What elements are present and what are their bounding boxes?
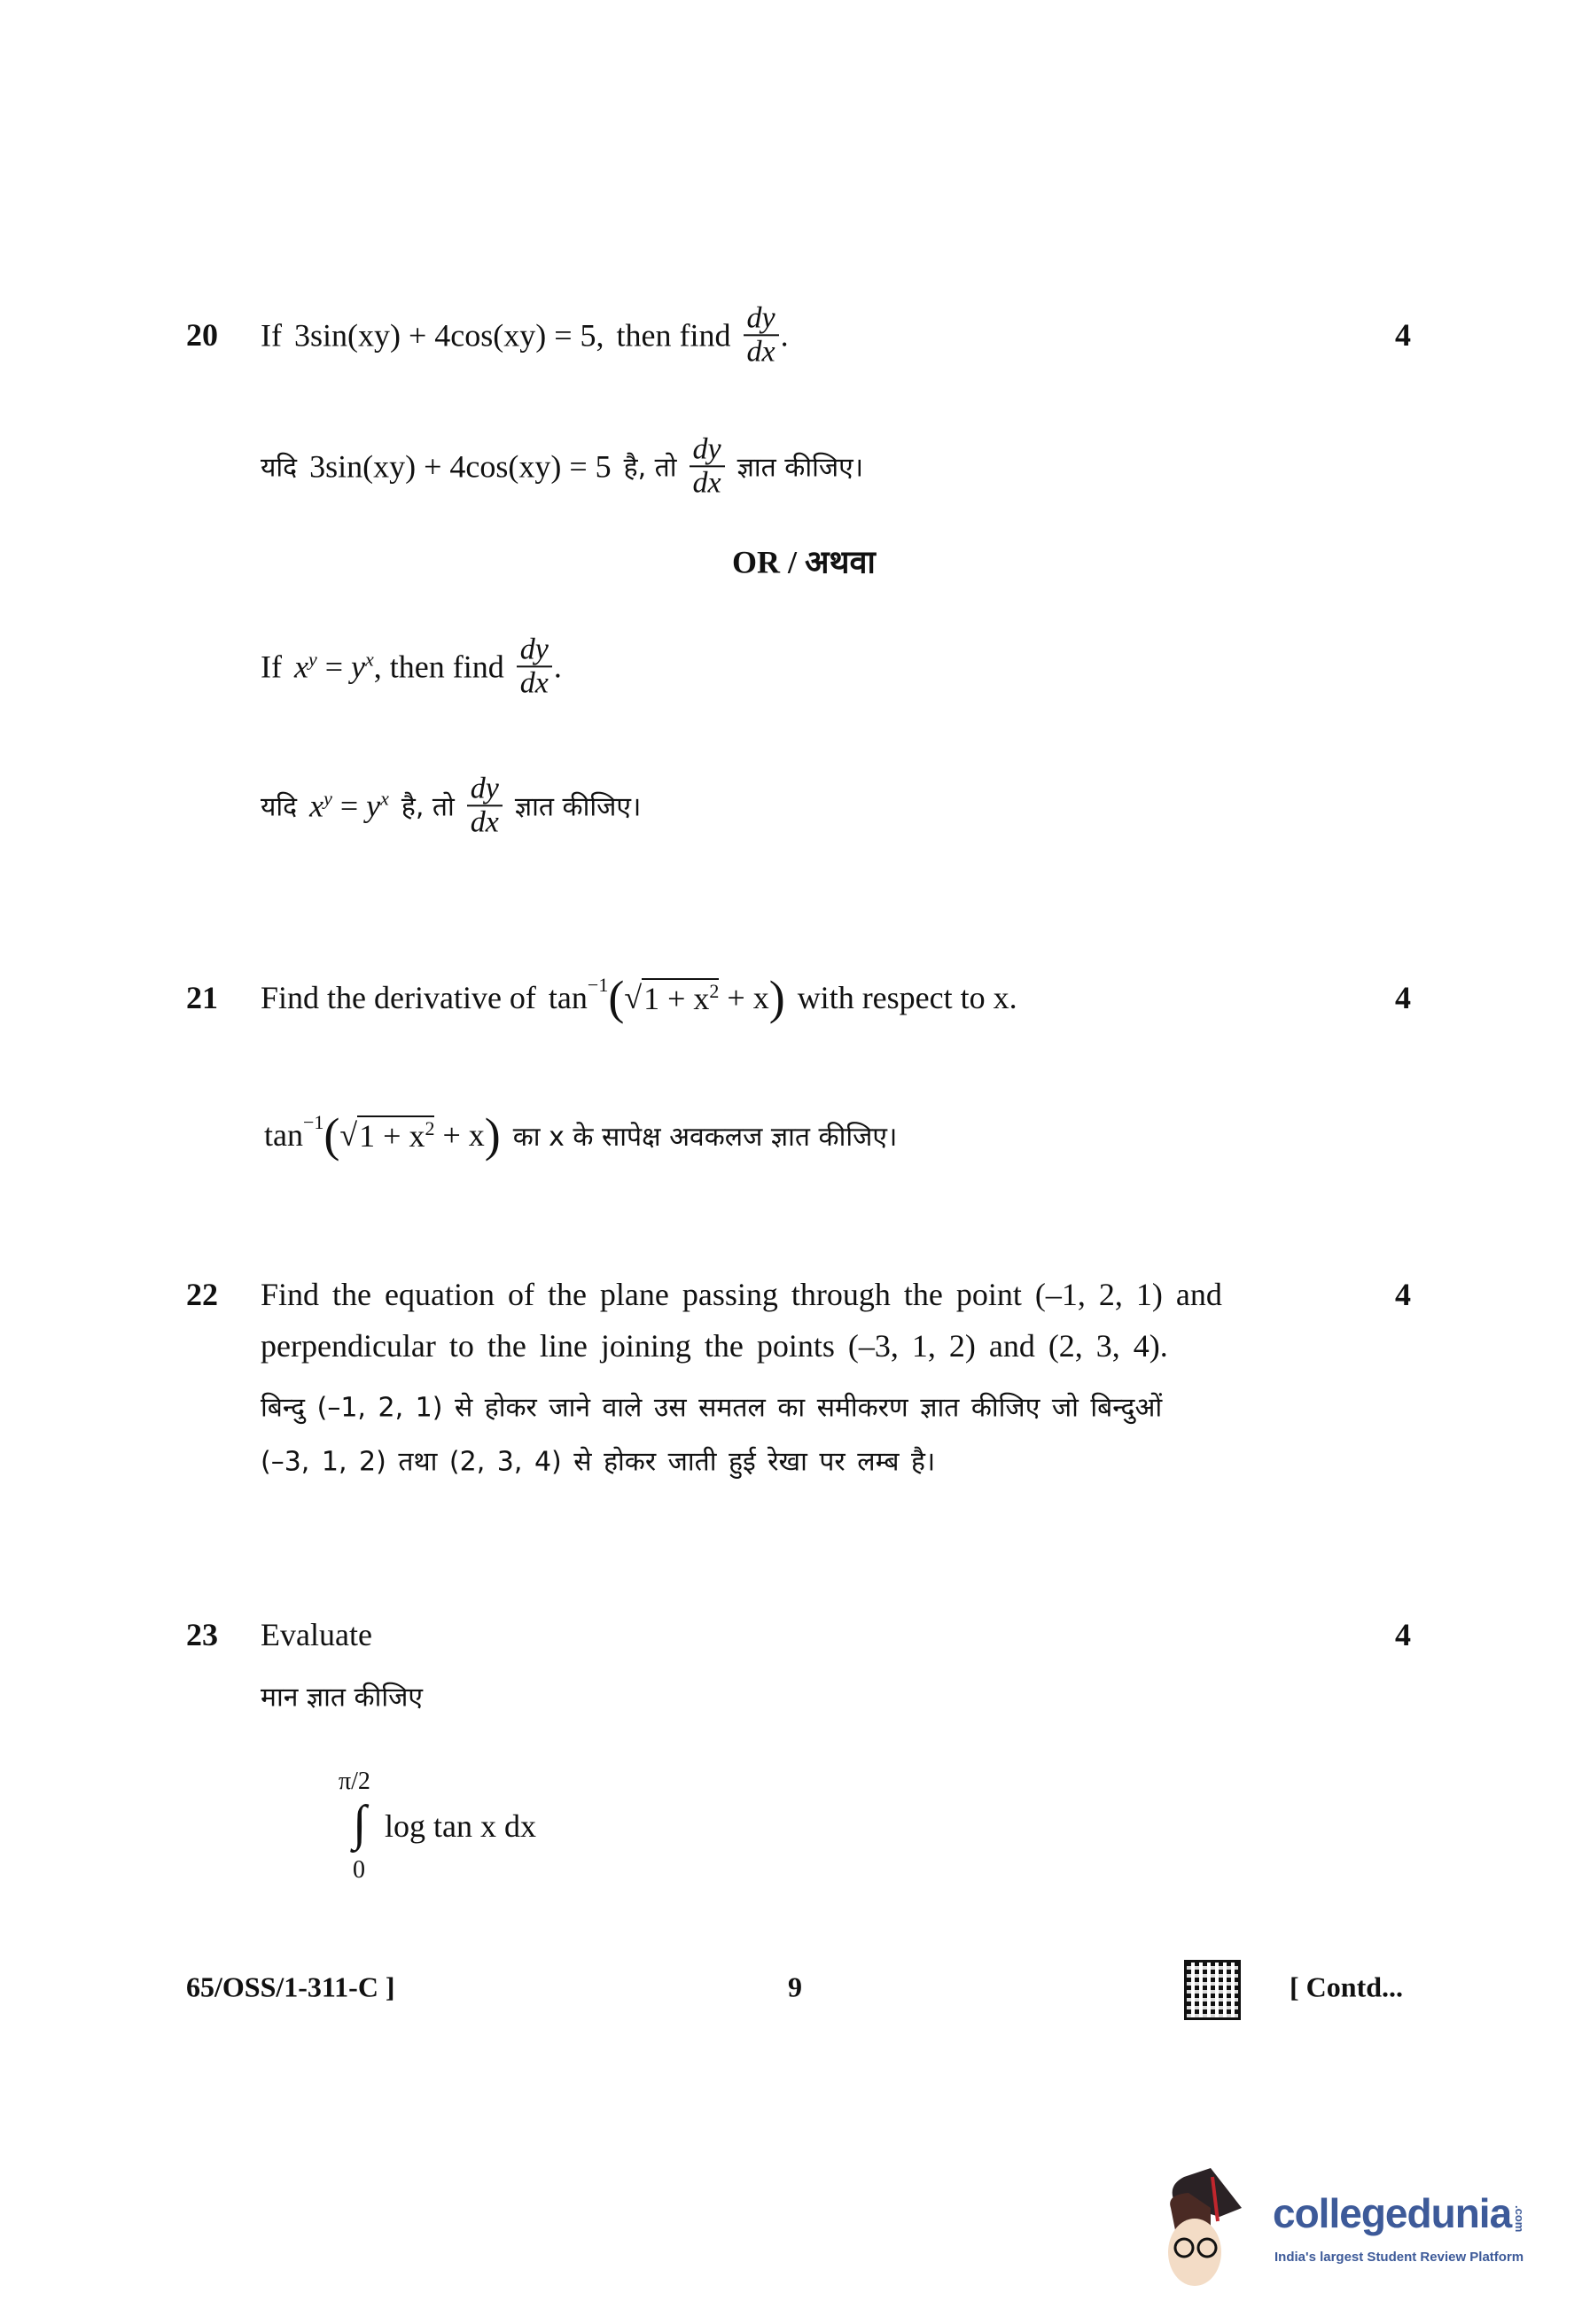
- logo-wordmark: [1273, 2190, 1527, 2236]
- q21-english: [261, 971, 1017, 1024]
- paren: (: [323, 1108, 340, 1162]
- text: यदि: [261, 452, 298, 484]
- exp: x: [380, 787, 389, 809]
- q21-hindi: [264, 1108, 898, 1162]
- question-number: 23: [186, 1617, 218, 1652]
- tail: + x: [442, 1117, 485, 1153]
- equation: 3sin(xy) + 4cos(xy) = 5,: [293, 317, 604, 353]
- exp: x: [365, 648, 374, 670]
- paren: ): [484, 1108, 501, 1162]
- question-marks: 4: [1395, 317, 1411, 353]
- text: with respect to x.: [797, 980, 1017, 1015]
- logo-name: collegedunia: [1273, 2190, 1512, 2236]
- q20-alt-english: [261, 633, 562, 698]
- var: y: [366, 788, 381, 823]
- exp: −1: [302, 1111, 324, 1133]
- text: If: [261, 317, 282, 353]
- equation: [309, 787, 389, 824]
- denominator: dx: [519, 666, 549, 699]
- eq: =: [324, 649, 344, 684]
- text: है, तो: [623, 452, 677, 484]
- text: यदि: [261, 791, 298, 823]
- paren: (: [608, 971, 625, 1024]
- text: If: [261, 649, 282, 684]
- question-marks: 4: [1395, 1277, 1411, 1312]
- var: y: [351, 649, 366, 684]
- denominator: dx: [470, 805, 499, 838]
- eq: =: [339, 788, 359, 823]
- paren: ): [768, 971, 785, 1024]
- q20-english: [261, 302, 789, 367]
- question-number: 22: [186, 1277, 218, 1312]
- text: .: [780, 317, 789, 353]
- denominator: dx: [692, 466, 721, 499]
- radicand: $1 + x^2$: [359, 1117, 435, 1154]
- collegedunia-logo: [1157, 2168, 1574, 2292]
- fraction: [467, 773, 503, 837]
- integral-lower-limit: 0: [353, 1856, 365, 1884]
- equation: [294, 648, 374, 685]
- expression: tan $^{-1}$ ( √ $1 + x^2$ + x ): [264, 1108, 501, 1162]
- text: then find: [616, 317, 731, 353]
- q23-hindi: मान ज्ञात कीजिए: [261, 1682, 423, 1714]
- integral-sign-icon: ∫: [353, 1796, 367, 1851]
- tail: + x: [727, 980, 769, 1015]
- integrand: log tan x dx: [385, 1808, 536, 1844]
- numerator: dy: [744, 302, 779, 336]
- numerator: dy: [517, 633, 552, 667]
- logo-tagline: India's largest Student Review Platform: [1274, 2250, 1524, 2265]
- question-marks: 4: [1395, 980, 1411, 1015]
- page-number: 9: [788, 1970, 802, 2003]
- qr-code-icon: [1187, 1963, 1238, 2017]
- text: ज्ञात कीजिए।: [736, 452, 864, 484]
- text: OR / अथवा: [732, 544, 876, 580]
- paper-code: 65/OSS/1-311-C ]: [186, 1970, 395, 2003]
- exp: −1: [587, 974, 609, 996]
- q22-hindi-line: (–3, 1, 2) तथा (2, 3, 4) से होकर जाती हुई रेखा पर लम्ब है।: [261, 1446, 936, 1478]
- exp: y: [323, 787, 332, 809]
- q22-hindi-line: बिन्दु (–1, 2, 1) से होकर जाने वाले उस समतल का समीकरण ज्ञात कीजिए जो बिन्दुओं: [261, 1392, 1163, 1424]
- question-number: 21: [186, 980, 218, 1015]
- or-label: [732, 540, 876, 583]
- fraction: [744, 302, 779, 367]
- denominator: dx: [746, 335, 775, 368]
- text: .: [553, 649, 562, 684]
- text: ज्ञात कीजिए।: [514, 791, 642, 823]
- fn: tan: [548, 980, 588, 1015]
- radicand: $1 + x^2$: [643, 980, 720, 1016]
- q20-hindi: [261, 433, 863, 498]
- expression: tan $^{-1}$ ( √ $1 + x^2$ + x ): [548, 971, 785, 1024]
- numerator: dy: [690, 433, 725, 467]
- fraction: [517, 633, 552, 698]
- text: का x के सापेक्ष अवकलज ज्ञात कीजिए।: [512, 1121, 898, 1153]
- question-number: 20: [186, 317, 218, 353]
- q22-english-line: Find the equation of the plane passing through the point (–1, 2, 1) and: [261, 1277, 1222, 1312]
- exp: y: [308, 648, 317, 670]
- fraction: [690, 433, 725, 498]
- continued-label: [ Contd...: [1290, 1970, 1404, 2003]
- logo-suffix: .com: [1513, 2204, 1527, 2232]
- text: Find the derivative of: [261, 980, 536, 1015]
- equation: 3sin(xy) + 4cos(xy) = 5: [309, 448, 612, 484]
- numerator: dy: [467, 773, 503, 806]
- integral-upper-limit: π/2: [339, 1768, 370, 1795]
- q20-alt-hindi: [261, 773, 641, 837]
- text: है, तो: [401, 791, 455, 823]
- q22-english-line: perpendicular to the line joining the points (–3, 1, 2) and (2, 3, 4).: [261, 1328, 1168, 1364]
- q23-english: Evaluate: [261, 1617, 372, 1652]
- fn: tan: [264, 1117, 303, 1153]
- mascot-icon: [1157, 2168, 1264, 2292]
- text: , then find: [373, 649, 504, 684]
- var: x: [293, 649, 308, 684]
- question-marks: 4: [1395, 1617, 1411, 1652]
- var: x: [309, 788, 324, 823]
